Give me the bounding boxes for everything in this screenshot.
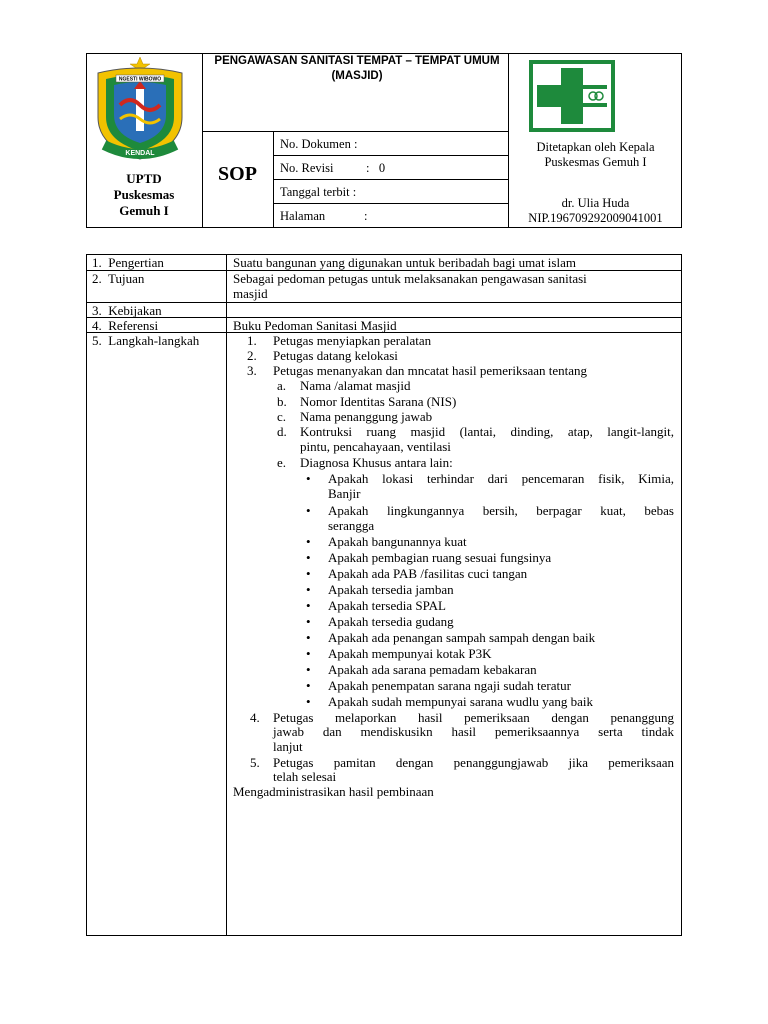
substep-text: Kontruksi ruang masjid (lantai, dinding, atap, langit-langit,	[300, 424, 674, 439]
bullet-icon: •	[306, 614, 311, 629]
bullet-icon: •	[306, 662, 311, 677]
bullet-icon: •	[306, 630, 311, 645]
label-referensi: 4. Referensi	[92, 318, 159, 333]
step-number: 2.	[247, 348, 257, 363]
step-number: 1.	[247, 333, 257, 348]
bullet-icon: •	[306, 678, 311, 693]
bullet-text: Apakah lingkungannya bersih, berpagar kuat, bebas	[328, 503, 674, 518]
bullet-icon: •	[306, 503, 311, 518]
header-divider	[273, 179, 508, 180]
bullet-text: Apakah tersedia gudang	[328, 614, 454, 629]
bullet-icon: •	[306, 471, 311, 486]
approval-block	[509, 140, 682, 170]
step-text: Petugas pamitan dengan penanggungjawab jika pemeriksaan	[273, 755, 674, 770]
step-text: Petugas melaporkan hasil pemeriksaan dengan penanggung	[273, 710, 674, 725]
sop-label: SOP	[218, 163, 257, 185]
bullet-text: Apakah pembagian ruang sesuai fungsinya	[328, 550, 552, 565]
org-line3: Gemuh I	[119, 203, 169, 218]
header-divider	[273, 203, 508, 204]
label-langkah: 5. Langkah-langkah	[92, 333, 200, 348]
header-divider	[202, 131, 508, 132]
value-referensi: Buku Pedoman Sanitasi Masjid	[233, 318, 397, 333]
substep-letter: b.	[277, 394, 287, 409]
approval-name: dr. Ulia Huda	[561, 196, 630, 210]
substep-letter: d.	[277, 424, 287, 439]
bullet-icon: •	[306, 646, 311, 661]
bullet-text: Banjir	[328, 486, 361, 501]
field-halaman-label: Halaman	[280, 209, 326, 223]
bullet-text: Apakah mempunyai kotak P3K	[328, 646, 492, 661]
substep-text: Diagnosa Khusus antara lain:	[300, 455, 453, 470]
approval-signer	[509, 196, 682, 226]
bullet-text: Apakah ada penangan sampah sampah dengan baik	[328, 630, 596, 645]
step-number: 3.	[247, 363, 257, 378]
approval-nip: NIP.196709292009041001	[528, 211, 663, 225]
approval-line2: Puskesmas Gemuh I	[544, 155, 647, 169]
bullet-icon: •	[306, 550, 311, 565]
bullet-text: Apakah sudah mempunyai sarana wudlu yang baik	[328, 694, 593, 709]
bullet-text: Apakah bangunannya kuat	[328, 534, 467, 549]
step-text: jawab dan mendiskusikn hasil pemeriksaannya serta tindak	[273, 724, 674, 739]
approval-line1: Ditetapkan oleh Kepala	[536, 140, 655, 154]
bullet-text: Apakah ada PAB /fasilitas cuci tangan	[328, 566, 528, 581]
step-text: Petugas datang kelokasi	[273, 348, 398, 363]
puskesmas-logo	[523, 56, 621, 136]
bullet-text: Apakah penempatan sarana ngaji sudah teratur	[328, 678, 571, 693]
bullet-text: serangga	[328, 518, 375, 533]
document-title: PENGAWASAN SANITASI TEMPAT – TEMPAT UMUM (MASJID)	[214, 55, 500, 82]
substep-text: Nama /alamat masjid	[300, 378, 411, 393]
bullet-text: Apakah ada sarana pemadam kebakaran	[328, 662, 537, 677]
header-divider	[273, 155, 508, 156]
label-tujuan: 2. Tujuan	[92, 271, 145, 286]
field-dokumen: No. Dokumen :	[280, 137, 358, 151]
bullet-icon: •	[306, 534, 311, 549]
bullet-icon: •	[306, 566, 311, 581]
bullet-text: Apakah lokasi terhindar dari pencemaran fisik, Kimia,	[328, 471, 674, 486]
substep-letter: e.	[277, 455, 287, 470]
bullet-icon: •	[306, 598, 311, 613]
bullet-text: Apakah tersedia SPAL	[328, 598, 446, 613]
field-halaman-value: :	[364, 209, 368, 223]
bullet-icon: •	[306, 694, 311, 709]
org-line1: UPTD	[126, 171, 162, 186]
label-pengertian: 1. Pengertian	[92, 255, 164, 270]
substep-text: Nomor Identitas Sarana (NIS)	[300, 394, 457, 409]
value-tujuan-line2: masjid	[233, 286, 268, 301]
logo-motto: NGESTI WIBOWO	[118, 76, 162, 83]
field-revisi-label: No. Revisi	[280, 161, 334, 175]
org-name	[86, 171, 202, 219]
org-line2: Puskesmas	[113, 187, 175, 202]
step-text: lanjut	[273, 739, 303, 754]
bullet-text: Apakah tersedia jamban	[328, 582, 454, 597]
logo-name: KENDAL	[125, 150, 155, 157]
substep-letter: a.	[277, 378, 287, 393]
closing-text: Mengadministrasikan hasil pembinaan	[233, 784, 434, 799]
content-divider	[86, 302, 682, 303]
field-terbit: Tanggal terbit :	[280, 185, 357, 199]
header-divider	[202, 53, 203, 228]
step-text: Petugas menanyakan dan mncatat hasil pemeriksaan tentang	[273, 363, 588, 378]
field-revisi-value: : 0	[366, 161, 386, 175]
value-tujuan-line1: Sebagai pedoman petugas untuk melaksanakan pengawasan sanitasi	[233, 271, 587, 286]
content-divider	[226, 254, 227, 936]
substep-letter: c.	[277, 409, 287, 424]
label-kebijakan: 3. Kebijakan	[92, 303, 162, 318]
substep-text: Nama penanggung jawab	[300, 409, 433, 424]
step-text: Petugas menyiapkan peralatan	[273, 333, 432, 348]
step-number: 5.	[250, 755, 260, 770]
substep-text: pintu, pencahayaan, ventilasi	[300, 439, 451, 454]
kendal-logo	[90, 55, 190, 165]
value-pengertian: Suatu bangunan yang digunakan untuk beribadah bagi umat islam	[233, 255, 576, 270]
bullet-icon: •	[306, 582, 311, 597]
step-text: telah selesai	[273, 769, 337, 784]
step-number: 4.	[250, 710, 260, 725]
